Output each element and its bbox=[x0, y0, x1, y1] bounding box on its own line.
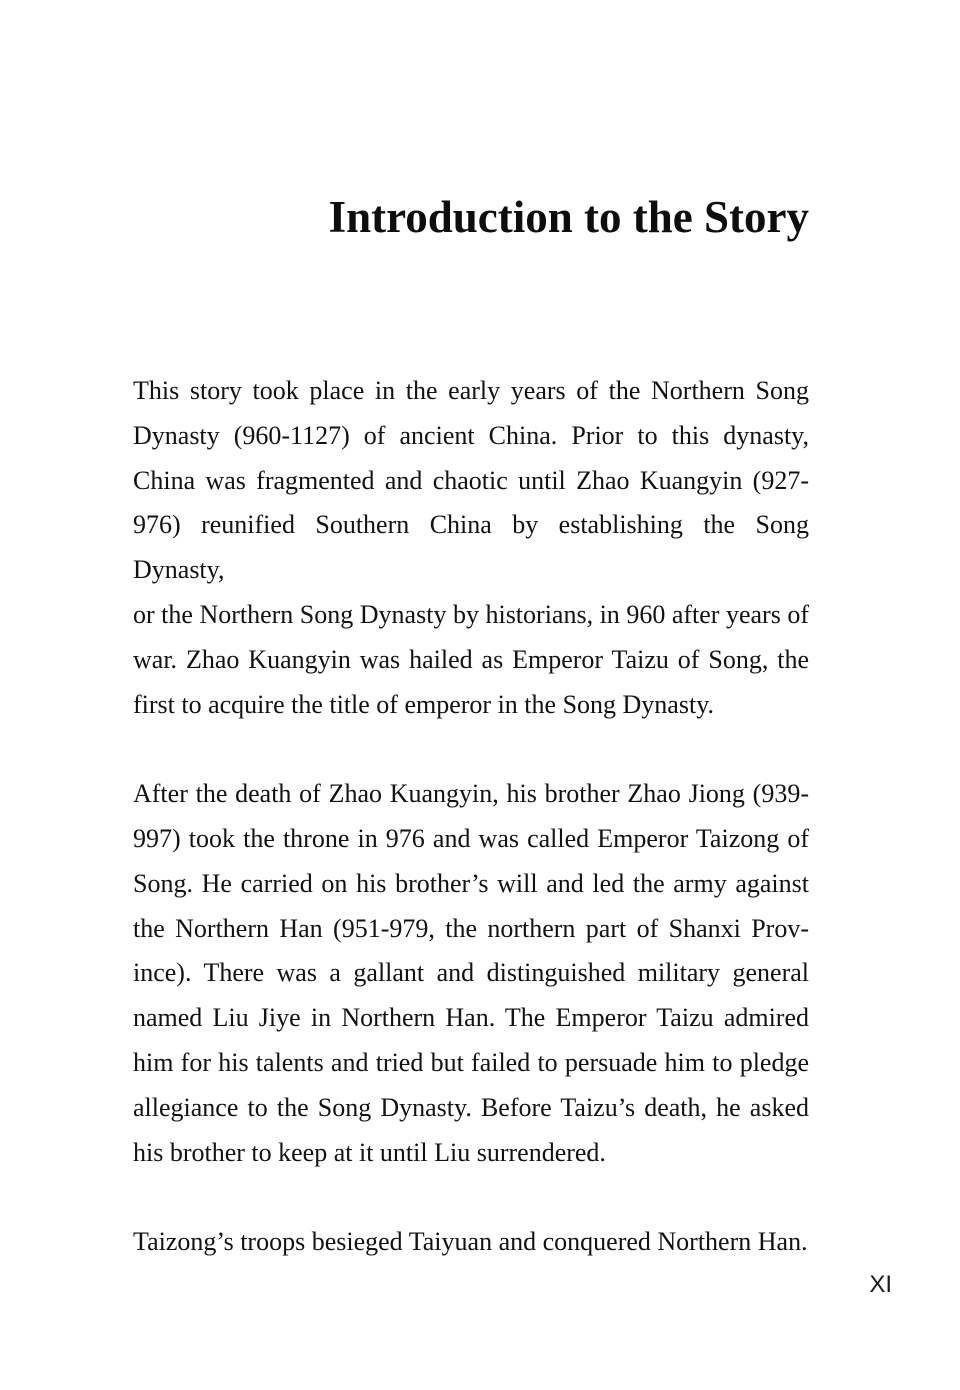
text-line: allegiance to the Song Dynasty. Before Taizu’s death, he asked bbox=[133, 1092, 809, 1122]
text-line: Song. He carried on his brother’s will and led the army against bbox=[133, 868, 809, 898]
paragraph bbox=[133, 369, 809, 727]
text-line: After the death of Zhao Kuangyin, his brother Zhao Jiong (939- bbox=[133, 779, 809, 809]
text-line: his brother to keep at it until Liu surrendered. bbox=[133, 1137, 606, 1167]
text-line: him for his talents and tried but failed to persuade him to pledge bbox=[133, 1047, 809, 1077]
text-line: war. Zhao Kuangyin was hailed as Emperor Taizu of Song, the bbox=[133, 644, 809, 674]
text-line: first to acquire the title of emperor in the Song Dynasty. bbox=[133, 689, 715, 719]
text-line: China was fragmented and chaotic until Zhao Kuangyin (927- bbox=[133, 465, 809, 495]
paragraph bbox=[133, 1220, 809, 1265]
text-line: 976) reunified Southern China by establishing the Song Dynasty, bbox=[133, 510, 809, 585]
paragraph bbox=[133, 772, 809, 1175]
text-line: Dynasty (960-1127) of ancient China. Prior to this dynasty, bbox=[133, 420, 809, 450]
text-line: ince). There was a gallant and distinguished military general bbox=[133, 958, 809, 988]
text-line: the Northern Han (951-979, the northern part of Shanxi Prov- bbox=[133, 913, 809, 943]
text-line: This story took place in the early years of the Northern Song bbox=[133, 376, 809, 405]
text-line: named Liu Jiye in Northern Han. The Emperor Taizu admired bbox=[133, 1003, 809, 1033]
text-line: 997) took the throne in 976 and was called Emperor Taizong of bbox=[133, 823, 809, 853]
page-number: XI bbox=[869, 1271, 892, 1298]
page-title: Introduction to the Story bbox=[328, 192, 809, 242]
text-line: or the Northern Song Dynasty by historians, in 960 after years of bbox=[133, 599, 809, 629]
text-line: Taizong’s troops besieged Taiyuan and conquered Northern Han. bbox=[133, 1227, 808, 1257]
body-text bbox=[133, 369, 809, 1265]
